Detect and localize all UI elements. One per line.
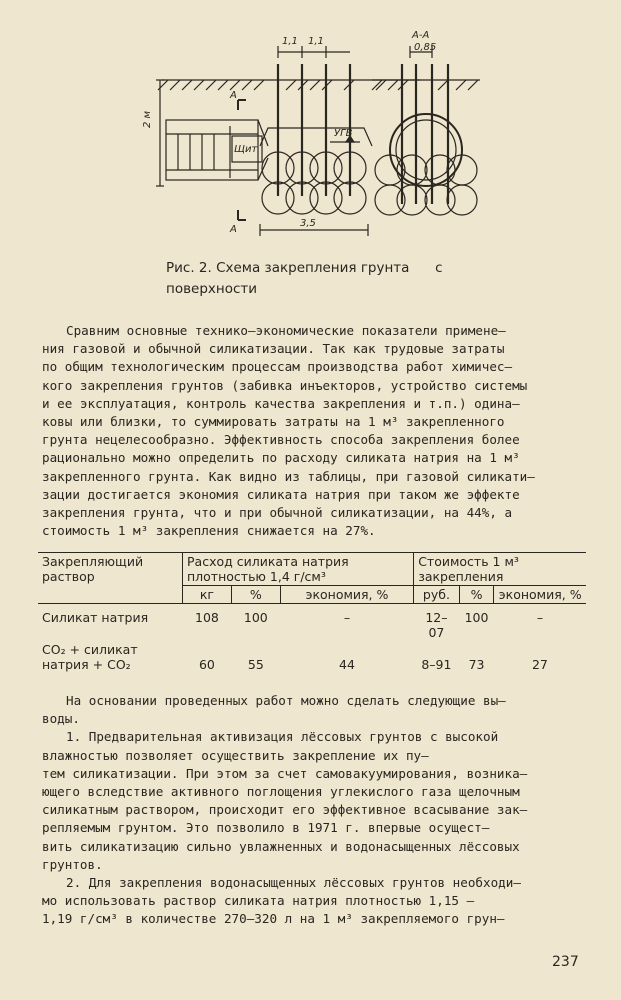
page-number: 237 <box>552 954 579 970</box>
subheader-economy: экономия, % <box>280 586 413 604</box>
p2-line: грунтов. <box>42 856 103 872</box>
section-mark-top: A <box>230 90 237 101</box>
row-name: CO₂ + силикат натрия + CO₂ <box>42 642 138 672</box>
row-rub: 12–07 <box>425 610 448 640</box>
p2-line: влажностью позволяет осуществить закрепление их пу– <box>42 747 429 763</box>
dim-label-1: 1,1 <box>282 36 298 47</box>
soil-stabilization-diagram <box>142 28 590 243</box>
row-name: Силикат натрия <box>42 610 149 625</box>
row-pct2: 73 <box>468 657 485 672</box>
row-pct: 55 <box>247 657 264 672</box>
p1-line: и ее эксплуатация, контроль качества закрепления и т.п.) одина– <box>42 395 520 411</box>
p1-line: рационально можно определить по расходу силиката натрия на 1 м³ <box>42 450 520 466</box>
dim-label-2: 1,1 <box>308 36 324 47</box>
subheader-economy2: экономия, % <box>494 586 586 604</box>
p2-line: На основании проведенных работ можно сделать следующие вы– <box>66 693 506 708</box>
shield-label: Щит <box>234 144 258 155</box>
row-kg: 108 <box>195 610 219 625</box>
subheader-pct2: % <box>459 586 494 604</box>
row-pct2: 100 <box>464 610 489 625</box>
p1-line: Сравним основные технико–экономические показатели примене– <box>66 323 506 338</box>
row-pct: 100 <box>243 610 268 625</box>
groundwater-label: УГВ <box>334 128 353 139</box>
p1-line: стоимость 1 м³ закрепления снижается на 27%. <box>42 523 376 539</box>
row-kg: 60 <box>198 657 215 672</box>
p2-line: ющего вследствие активного поглощения углекислого газа щелочным <box>42 784 520 800</box>
p1-line: закрепленного грунта. Как видно из таблицы, при газовой силикати– <box>42 468 535 484</box>
table-row <box>38 641 586 673</box>
p1-line: закрепления грунта, что и при обычной силикатизации, на 44%, а <box>42 505 513 521</box>
header-cost: Стоимость 1 м³ закрепления <box>414 553 586 586</box>
dim-label-section: 0,85 <box>414 42 437 53</box>
header-solution: Закрепляющий раствор <box>38 553 183 604</box>
section-title: A-A <box>412 30 430 41</box>
caption-line-2: поверхности <box>166 281 258 297</box>
paragraph-1 <box>42 322 582 540</box>
p2-line: 1,19 г/см³ в количестве 270–320 л на 1 м³ закрепляемого грун– <box>42 911 505 927</box>
p1-line: ковы или близки, то суммировать затраты на 1 м³ закрепленного <box>42 414 505 430</box>
p2-line: тем силикатизации. При этом за счет самовакуумирования, возника– <box>42 765 528 781</box>
subheader-kg: кг <box>183 586 232 604</box>
caption-line-1: Рис. 2. Схема закрепления грунта с <box>166 260 443 276</box>
p1-line: грунта нецелесообразно. Эффективность способа закрепления более <box>42 432 520 448</box>
dim-label-2m: 2 м <box>142 110 153 128</box>
row-econ2: 27 <box>531 657 548 672</box>
row-econ: – <box>343 610 351 625</box>
silicate-comparison-table <box>38 552 586 673</box>
header-consumption: Расход силиката натрия плотностью 1,4 г/см³ <box>183 553 414 586</box>
table-row <box>38 604 586 642</box>
subheader-pct: % <box>231 586 280 604</box>
p2-line: 1. Предварительная активизация лёссовых грунтов с высокой <box>66 729 499 745</box>
p1-line: кого закрепления грунтов (забивка инъекторов, устройство системы <box>42 377 528 393</box>
p2-line: силикатным раствором, происходит его эффективное всасывание зак– <box>42 802 528 818</box>
p1-line: ния газовой и обычной силикатизации. Так как трудовые затраты <box>42 341 505 357</box>
p2-line: мо использовать раствор силиката натрия плотностью 1,15 – <box>42 893 475 909</box>
dim-label-bottom: 3,5 <box>300 218 316 229</box>
p2-line: вить силикатизацию сильно увлажненных и водонасыщенных лёссовых <box>42 838 520 854</box>
p1-line: зации достигается экономия силиката натрия при таком же эффекте <box>42 486 520 502</box>
row-econ2: – <box>536 610 544 625</box>
section-mark-bottom: A <box>230 224 237 235</box>
paragraph-2 <box>42 692 582 929</box>
figure-caption <box>166 258 496 300</box>
subheader-rub: руб. <box>414 586 459 604</box>
p2-line: 2. Для закрепления водонасыщенных лёссовых грунтов необходи– <box>66 875 521 891</box>
row-econ: 44 <box>339 657 355 672</box>
p1-line: по общим технологическим процессам производства работ химичес– <box>42 359 513 375</box>
p2-line: воды. <box>42 711 80 727</box>
table-header-row <box>38 553 586 586</box>
row-rub: 8–91 <box>421 657 452 672</box>
p2-line: репляемым грунтом. Это позволило в 1971 г. впервые осущест– <box>42 820 490 836</box>
